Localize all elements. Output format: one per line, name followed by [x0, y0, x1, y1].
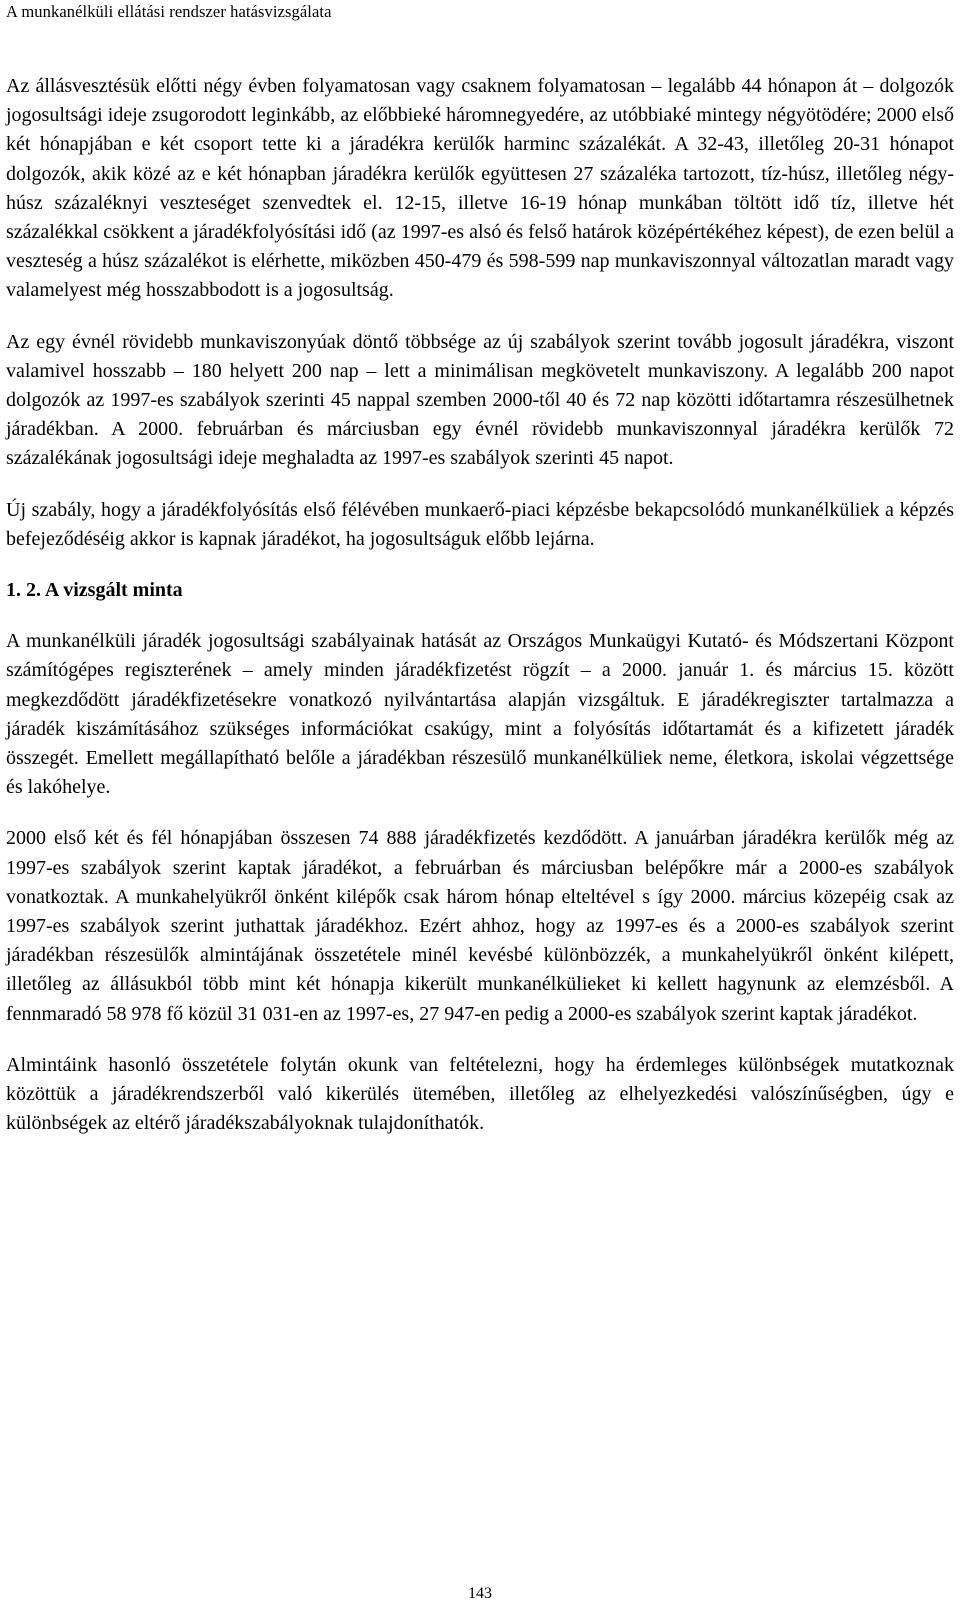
- page-number: 143: [468, 1585, 492, 1602]
- body-paragraph: Almintáink hasonló összetétele folytán okunk van feltételezni, hogy ha érdemleges különbségek mutatkoznak közöttük a járadékrendszerből való kikerülés ütemében, illetőleg az elhelyezkedési valószínűségben, úgy e különbségek az eltérő járadékszabályoknak tulajdoníthatók.: [6, 1053, 954, 1135]
- page-body: [6, 72, 954, 1161]
- body-paragraph: A munkanélküli járadék jogosultsági szabályainak hatását az Országos Munkaügyi Kutató- és Módszertani Központ számítógépes regiszterének – amely minden járadékfizetést rögzít – a 2000. január 1. és március 15. között megkezdődött járadékfizetésekre vonatkozó nyilvántartása alapján vizsgáltuk. E járadékregiszter tartalmazza a járadék kiszámításához szükséges információkat csakúgy, mint a folyósítás időtartamát és a kifizetett járadék összegét. Emellett megállapítható belőle a járadékban részesülő munkanélküliek neme, életkora, iskolai végzettsége és lakóhelye.: [6, 630, 954, 799]
- section-heading: 1. 2. A vizsgált minta: [6, 579, 183, 602]
- body-paragraph: Az állásvesztésük előtti négy évben folyamatosan vagy csaknem folyamatosan – legalább 44 hónapon át – dolgozók jogosultsági ideje zsugorodott leginkább, az előbbieké háromnegyedére, az utóbbiaké mintegy négyötödére; 2000 első két hónapjában e két csoport tette ki a járadékra kerülők harminc százalékát. A 32-43, illetőleg 20-31 hónapot dolgozók, akik közé az e két hónapban járadékra kerülők együttesen 27 százaléka tartozott, tíz-húsz, illetőleg négy-húsz százaléknyi veszteséget szenvedtek el. 12-15, illetve 16-19 hónap munkában töltött idő tíz, illetve hét százalékkal csökkent a járadékfolyósítási idő (az 1997-es alsó és felső határok középértékéhez képest), de ezen belül a veszteség a húsz százalékot is elérhette, miközben 450-479 és 598-599 nap munkaviszonnyal változatlan maradt vagy valamelyest még hosszabbodott is a jogosultság.: [6, 75, 954, 302]
- body-paragraph: Új szabály, hogy a járadékfolyósítás első félévében munkaerő-piaci képzésbe bekapcsolódó munkanélküliek a képzés befejeződéséig akkor is kapnak járadékot, ha jogosultságuk előbb lejárna.: [6, 498, 954, 550]
- running-header: A munkanélküli ellátási rendszer hatásvizsgálata: [6, 2, 332, 21]
- body-paragraph: 2000 első két és fél hónapjában összesen 74 888 járadékfizetés kezdődött. A januárban járadékra kerülők még az 1997-es szabályok szerint kaptak járadékot, a februárban és márciusban belépőkre már a 2000-es szabályok vonatkoztak. A munkahelyükről önként kilépők csak három hónap elteltével s így 2000. március közepéig csak az 1997-es szabályok szerint juthattak járadékhoz. Ezért ahhoz, hogy az 1997-es és a 2000-es szabályok szerint járadékban részesülők almintájának összetétele minél kevésbé különbözzék, a munkahelyükről önként kilépett, illetőleg az állásukból több mint két hónapja kikerült munkanélkülieket ki kellett hagynunk az elemzésből. A fennmaradó 58 978 fő közül 31 031-en az 1997-es, 27 947-en pedig a 2000-es szabályok szerint kaptak járadékot.: [6, 827, 954, 1025]
- body-paragraph: Az egy évnél rövidebb munkaviszonyúak döntő többsége az új szabályok szerint tovább jogosult járadékra, viszont valamivel hosszabb – 180 helyett 200 nap – lett a minimálisan megkövetelt munkaviszony. A legalább 200 napot dolgozók az 1997-es szabályok szerinti 45 nappal szemben 2000-től 40 és 72 nap közötti időtartamra részesülhetnek járadékban. A 2000. februárban és márciusban egy évnél rövidebb munkaviszonnyal járadékra kerülők 72 százalékának jogosultsági ideje meghaladta az 1997-es szabályok szerinti 45 napot.: [6, 330, 954, 470]
